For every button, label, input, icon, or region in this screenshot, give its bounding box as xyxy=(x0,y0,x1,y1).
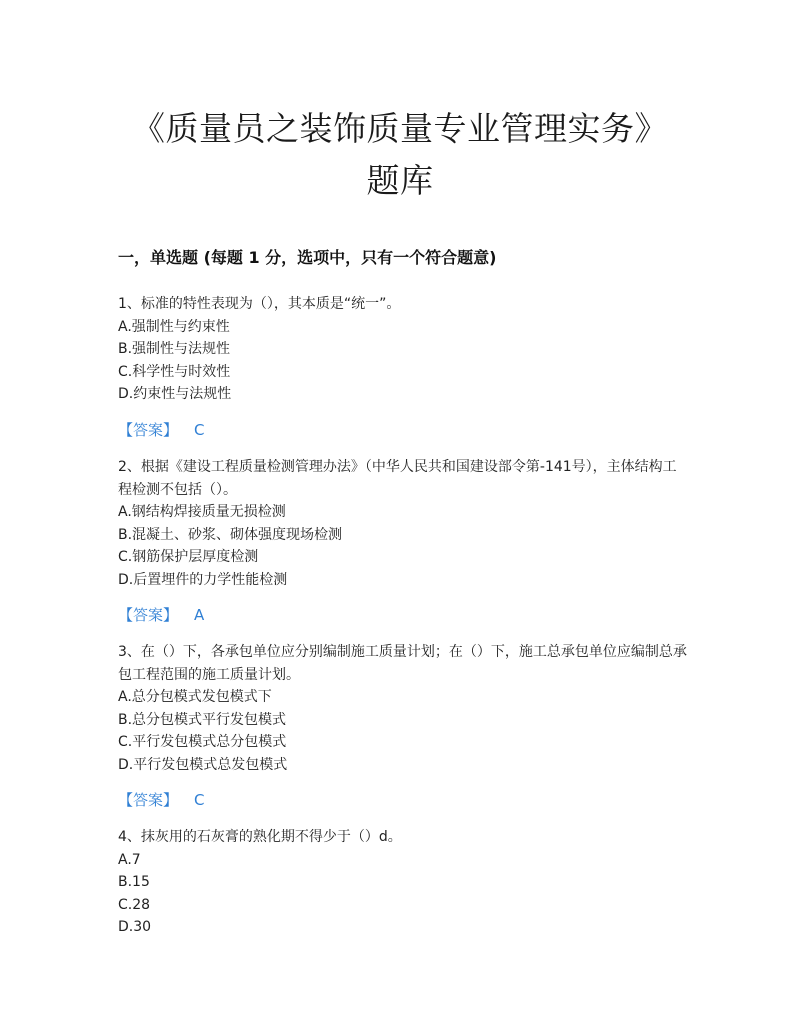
answer-label: 【答案】 xyxy=(118,420,179,439)
answer-value: C xyxy=(194,791,205,809)
option-a: A.总分包模式发包模式下 xyxy=(118,689,272,705)
question-stem: 3、在（）下，各承包单位应分别编制施工质量计划；在（）下，施工总承包单位应编制总承包工程范围的施工质量计划。 xyxy=(118,644,687,683)
answer-row xyxy=(118,604,688,626)
answer-label: 【答案】 xyxy=(118,791,179,809)
question-stem: 4、抹灰用的石灰膏的熟化期不得少于（）d。 xyxy=(118,829,402,845)
answer-value: C xyxy=(194,420,205,439)
question-4 xyxy=(118,826,688,939)
option-d: D.后置埋件的力学性能检测 xyxy=(118,571,288,588)
option-c: C.科学性与时效性 xyxy=(118,363,231,380)
document-title-line2: 题库 xyxy=(366,161,434,200)
answer-row xyxy=(118,419,688,441)
option-c: C.28 xyxy=(118,896,151,913)
option-d: D.约束性与法规性 xyxy=(118,386,232,402)
document-title: 《质量员之装饰质量专业管理实务》 xyxy=(132,109,668,148)
option-c: C.平行发包模式总分包模式 xyxy=(118,734,287,750)
section-heading: 一，单选题 (每题 1 分，选项中，只有一个符合题意) xyxy=(118,248,497,267)
option-a: A.钢结构焊接质量无损检测 xyxy=(118,504,286,520)
option-b: B.混凝土、砂浆、砌体强度现场检测 xyxy=(118,526,343,543)
option-b: B.总分包模式平行发包模式 xyxy=(118,711,287,728)
question-stem: 1、标准的特性表现为（），其本质是“统一”。 xyxy=(118,296,401,312)
option-c: C.钢筋保护层厚度检测 xyxy=(118,549,259,565)
option-d: D.30 xyxy=(118,919,152,935)
option-b: B.15 xyxy=(118,874,150,890)
answer-label: 【答案】 xyxy=(118,606,179,624)
option-a: A.7 xyxy=(118,851,141,868)
option-b: B.强制性与法规性 xyxy=(118,341,231,357)
question-1 xyxy=(118,293,688,441)
option-a: A.强制性与约束性 xyxy=(118,318,230,335)
answer-row xyxy=(118,789,688,811)
question-3 xyxy=(118,641,688,811)
question-2 xyxy=(118,456,688,626)
question-stem: 2、根据《建设工程质量检测管理办法》（中华人民共和国建设部令第-141号），主体结构工程检测不包括（）。 xyxy=(118,459,677,498)
answer-value: A xyxy=(194,606,205,624)
option-d: D.平行发包模式总发包模式 xyxy=(118,756,288,773)
